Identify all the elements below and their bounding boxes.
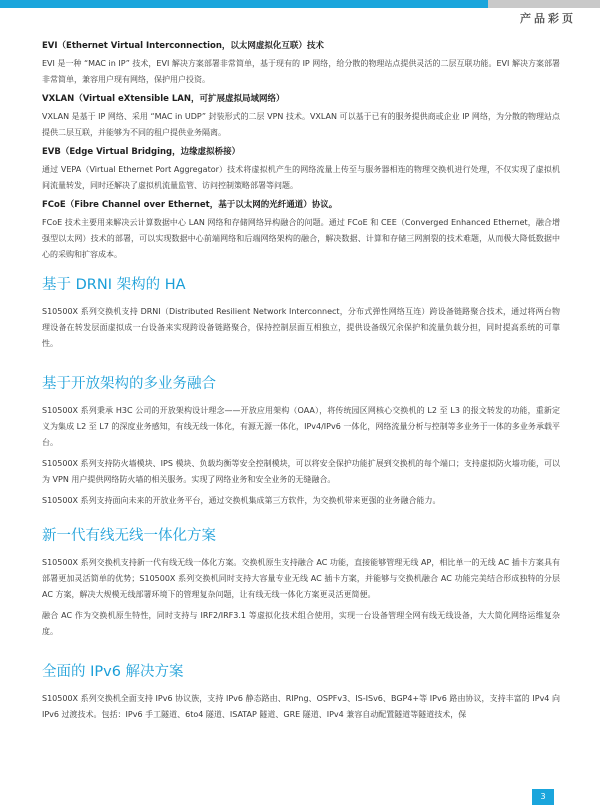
section-wired-wireless	[42, 526, 560, 640]
page-content	[42, 40, 560, 728]
section-open-architecture	[42, 374, 560, 509]
open-arch-paragraph-2: S10500X 系列支持防火墙模块、IPS 模块、负载均衡等安全控制模块，可以将安全保护功能扩展到交换机的每个端口；支持虚拟防火墙功能，可以为 VPN 用户提供网络防火墙的相关服务。实现了网络业务和安全业务的无缝融合。	[42, 459, 560, 484]
open-arch-paragraph-1: S10500X 系列秉承 H3C 公司的开放架构设计理念——开放应用架构（OAA），将传统园区网核心交换机的 L2 至 L3 的报文转发的功能，重新定义为集成 L2 至 L7 的深度业务感知，有线无线一体化，有源无源一体化，IPv4/IPv6 一体化，网络流量分析与控制等多业务于一体的多业务承载平台。	[42, 406, 560, 447]
section-title-wired-wireless: 新一代有线无线一体化方案	[42, 528, 216, 544]
wired-wireless-paragraph-1: S10500X 系列交换机支持新一代有线无线一体化方案。交换机原生支持融合 AC 功能，直接能够管理无线 AP，相比单一的无线 AC 插卡方案具有部署更加灵活简单的优势；S10500X 系列交换机同时支持大容量专业无线 AC 插卡方案，并能够与交换机融合 AC 功能完美结合形成独特的分层 AC 方案，解决大规模无线部署环境下的管理复杂问题，让有线无线一体化方案更灵活更简便。	[42, 558, 560, 599]
evi-heading: EVI（Ethernet Virtual Interconnection，以太网虚拟化互联）技术	[42, 41, 324, 51]
evb-heading: EVB（Edge Virtual Bridging，边缘虚拟桥接）	[42, 147, 241, 157]
evb-paragraph: 通过 VEPA（Virtual Ethernet Port Aggregator）技术将虚拟机产生的网络流量上传至与服务器相连的物理交换机进行处理，不仅实现了虚拟机间流量转发，同时还解决了虚拟机流量监管、访问控制策略部署等问题。	[42, 165, 560, 190]
header-accent-gray	[488, 0, 600, 8]
header-title: 产品彩页	[520, 12, 576, 25]
vxlan-heading: VXLAN（Virtual eXtensible LAN，可扩展虚拟局域网络）	[42, 94, 285, 104]
fcoe-paragraph: FCoE 技术主要用来解决云计算数据中心 LAN 网络和存储网络异构融合的问题。通过 FCoE 和 CEE（Converged Enhanced Ethernet，融合增强型以太网）技术的部署，可以实现数据中心前端网络和后端网络架构的融合，解决数据、计算和存储三网割裂的技术难题，从而极大降低数据中心的采购和扩容成本。	[42, 218, 560, 259]
evi-paragraph: EVI 是一种 “MAC in IP” 技术，EVI 解决方案部署非常简单，基于现有的 IP 网络，给分散的物理站点提供灵活的二层互联功能。EVI 解决方案部署非常简单，兼容用户现有网络，保护用户投资。	[42, 59, 560, 84]
fcoe-heading: FCoE（Fibre Channel over Ethernet，基于以太网的光纤通道）协议。	[42, 200, 338, 210]
section-ipv6	[42, 662, 560, 723]
header-accent-blue	[0, 0, 488, 8]
open-arch-paragraph-3: S10500X 系列支持面向未来的开放业务平台，通过交换机集成第三方软件，为交换机带来更强的业务融合能力。	[42, 496, 441, 505]
page-number: 3	[532, 789, 554, 805]
intro-block	[42, 40, 560, 263]
vxlan-paragraph: VXLAN 是基于 IP 网络、采用 “MAC in UDP” 封装形式的二层 VPN 技术。VXLAN 可以基于已有的服务提供商或企业 IP 网络，为分散的物理站点提供二层互联，并能够为不同的租户提供业务隔离。	[42, 112, 560, 137]
section-drni	[42, 275, 560, 352]
page-header-bar	[0, 0, 600, 26]
ipv6-paragraph: S10500X 系列交换机全面支持 IPv6 协议族，支持 IPv6 静态路由、RIPng、OSPFv3、IS-ISv6、BGP4+等 IPv6 路由协议，支持丰富的 IPv4 向 IPv6 过渡技术。包括：IPv6 手工隧道、6to4 隧道、ISATAP 隧道、GRE 隧道、IPv4 兼容自动配置隧道等隧道技术，保	[42, 694, 560, 719]
drni-paragraph: S10500X 系列交换机支持 DRNI（Distributed Resilient Network Interconnect，分布式弹性网络互连）跨设备链路聚合技术，通过将两台物理设备在转发层面虚拟成一台设备来实现跨设备链路聚合，保持控制层面互相独立，提供设备级冗余保护和流量负载分担，同时提高系统的可靠性。	[42, 307, 560, 348]
section-title-drni: 基于 DRNI 架构的 HA	[42, 277, 186, 293]
wired-wireless-paragraph-2: 融合 AC 作为交换机原生特性，同时支持与 IRF2/IRF3.1 等虚拟化技术组合使用，实现一台设备管理全网有线无线设备，大大简化网络运维复杂度。	[42, 611, 560, 636]
section-title-open-architecture: 基于开放架构的多业务融合	[42, 376, 216, 392]
section-title-ipv6: 全面的 IPv6 解决方案	[42, 664, 184, 680]
